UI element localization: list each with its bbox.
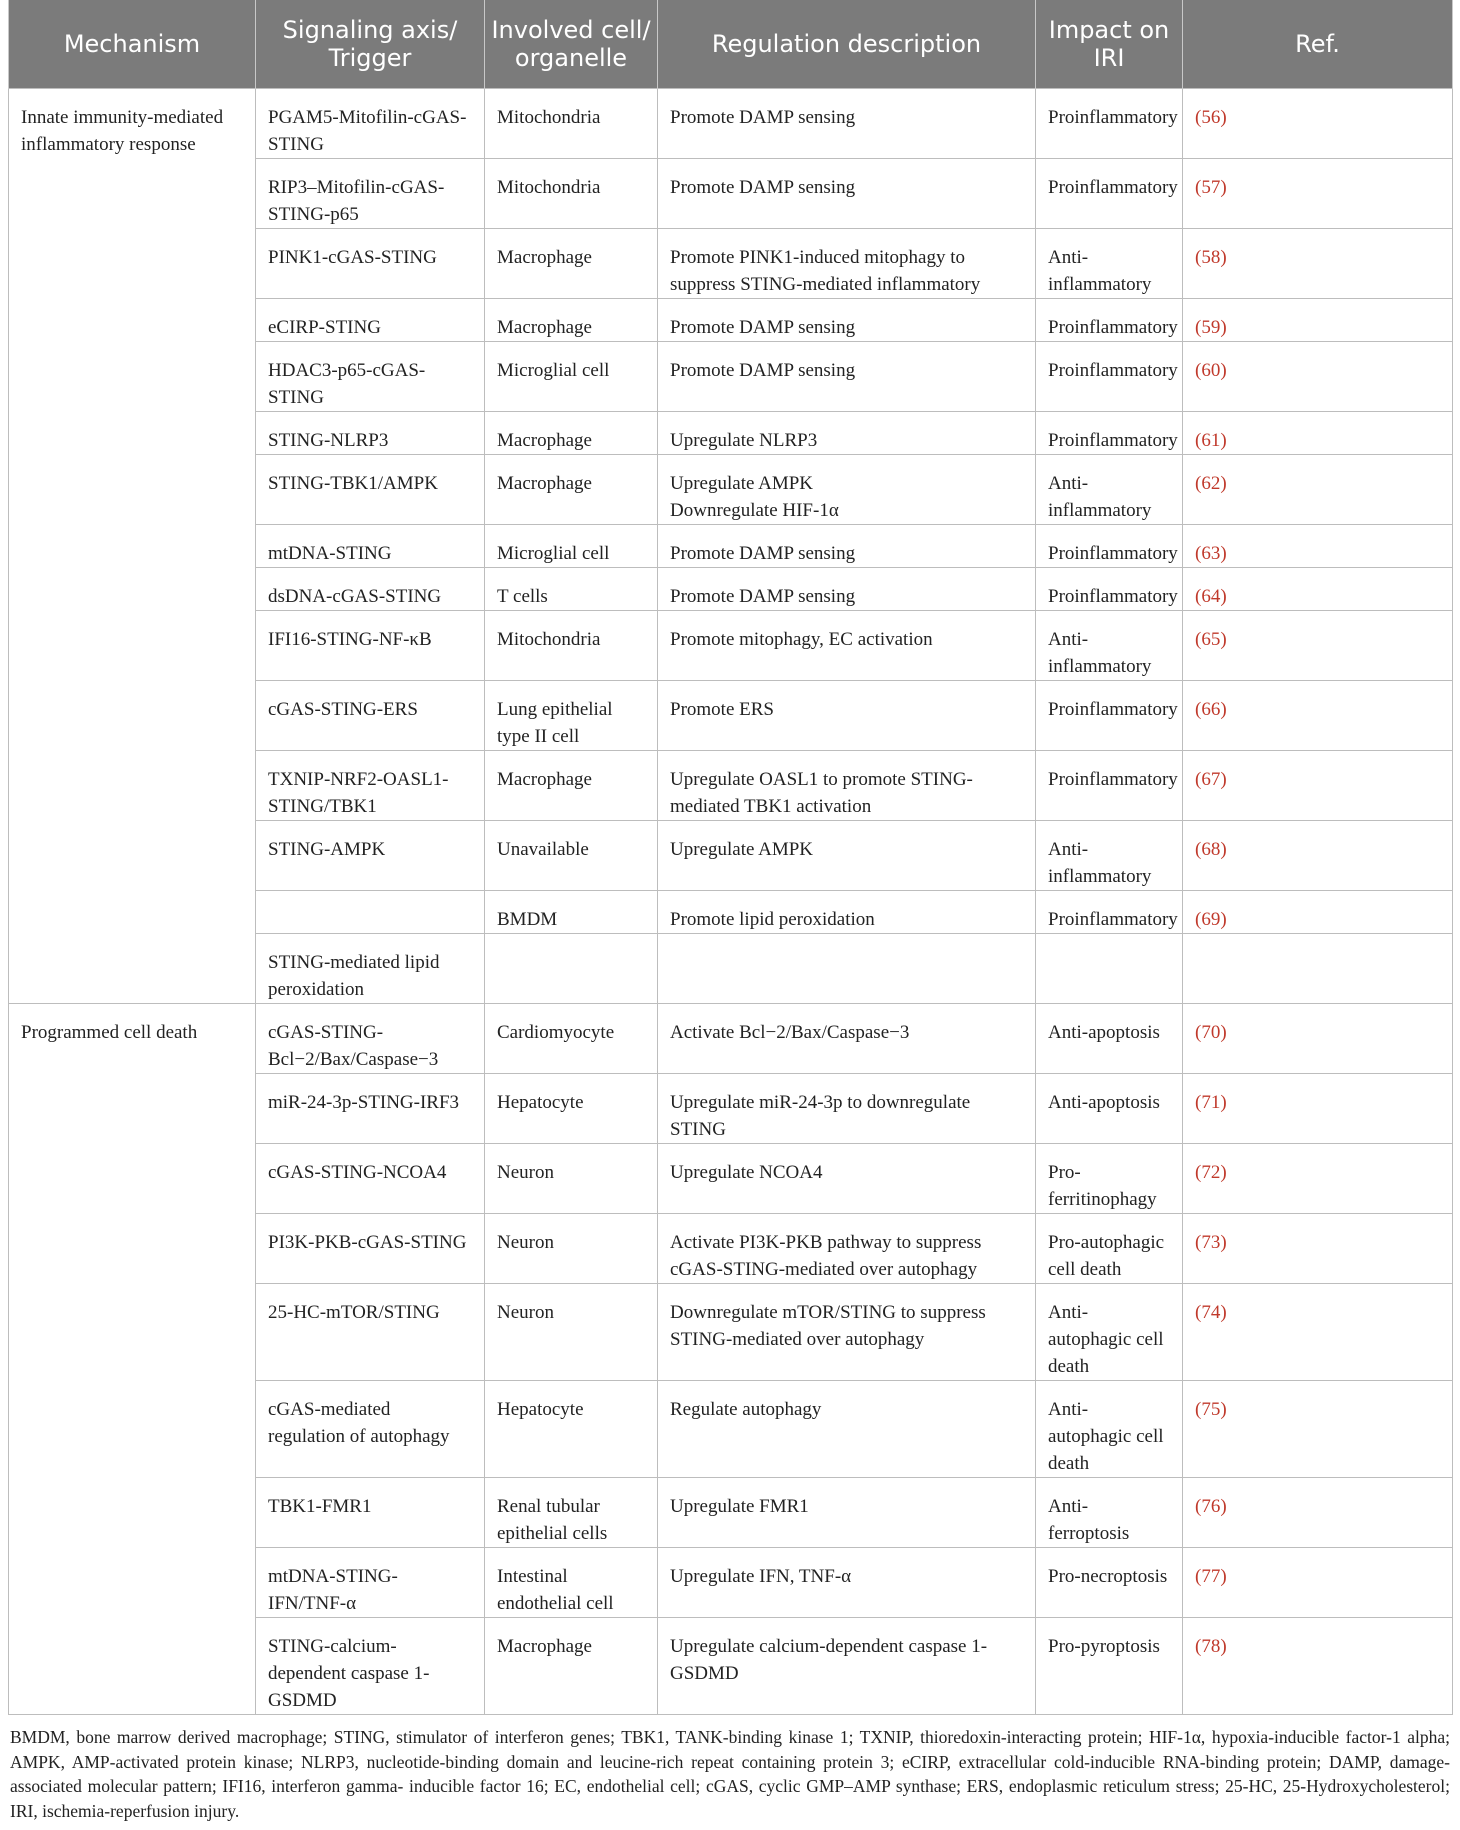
mechanism-cell-continued <box>9 821 256 891</box>
involved-cell-cell: Neuron <box>485 1144 658 1214</box>
involved-cell-cell: Neuron <box>485 1284 658 1381</box>
involved-cell-cell: Mitochondria <box>485 159 658 229</box>
signaling-axis-cell: TXNIP-NRF2-OASL1-STING/TBK1 <box>256 751 485 821</box>
involved-cell-cell: Cardiomyocyte <box>485 1004 658 1074</box>
reference-link[interactable]: (67) <box>1195 769 1227 790</box>
involved-cell-cell: Hepatocyte <box>485 1381 658 1478</box>
mechanism-cell-continued <box>9 455 256 525</box>
reference-link[interactable]: (70) <box>1195 1022 1227 1043</box>
ref-cell <box>1183 1284 1453 1381</box>
regulation-text: Upregulate OASL1 to promote STING-mediated TBK1 activation <box>670 769 973 817</box>
reference-link[interactable]: (66) <box>1195 699 1227 720</box>
ref-cell <box>1183 934 1453 1004</box>
table-body <box>9 89 1453 1715</box>
signaling-axis-cell: cGAS-STING-Bcl−2/Bax/Caspase−3 <box>256 1004 485 1074</box>
ref-cell <box>1183 299 1453 342</box>
header-row <box>9 0 1453 89</box>
reference-link[interactable]: (58) <box>1195 247 1227 268</box>
regulation-text: Promote DAMP sensing <box>670 360 856 381</box>
regulation-cell <box>658 342 1036 412</box>
mechanism-cell-continued <box>9 891 256 934</box>
ref-cell <box>1183 412 1453 455</box>
regulation-text: Upregulate NLRP3 <box>670 430 818 451</box>
signaling-axis-cell: PINK1-cGAS-STING <box>256 229 485 299</box>
mechanism-cell-continued <box>9 681 256 751</box>
reference-link[interactable]: (75) <box>1195 1399 1227 1420</box>
ref-cell <box>1183 159 1453 229</box>
regulation-text: Upregulate IFN, TNF-α <box>670 1566 852 1587</box>
signaling-axis-cell: miR-24-3p-STING-IRF3 <box>256 1074 485 1144</box>
impact-cell: Pro-autophagic cell death <box>1036 1214 1183 1284</box>
signaling-axis-cell: IFI16-STING-NF-κB <box>256 611 485 681</box>
reference-link[interactable]: (60) <box>1195 360 1227 381</box>
regulation-text: Upregulate AMPK <box>670 839 814 860</box>
signaling-axis-cell: cGAS-STING-ERS <box>256 681 485 751</box>
table-row <box>9 342 1453 412</box>
involved-cell-cell: Microglial cell <box>485 342 658 412</box>
mechanism-cell-continued <box>9 1478 256 1548</box>
impact-cell: Proinflammatory <box>1036 891 1183 934</box>
regulation-cell <box>658 751 1036 821</box>
mechanism-cell-continued <box>9 342 256 412</box>
involved-cell-cell: Macrophage <box>485 412 658 455</box>
table-row <box>9 1618 1453 1715</box>
ref-cell <box>1183 1004 1453 1074</box>
table-row <box>9 1144 1453 1214</box>
regulation-cell <box>658 1214 1036 1284</box>
table-row <box>9 89 1453 159</box>
regulation-cell <box>658 1478 1036 1548</box>
regulation-text: Promote DAMP sensing <box>670 586 856 607</box>
abbreviations-footnote: BMDM, bone marrow derived macrophage; STING, stimulator of interferon genes; TBK1, TANK-binding kinase 1; TXNIP, thioredoxin-interacting protein; HIF-1α, hypoxia-inducible factor-1 alpha; AMPK, AMP-activated protein kinase; NLRP3, nucleotide-binding domain and leucine-rich repeat containing protein 3; eCIRP, extracellular cold-inducible RNA-binding protein; DAMP, damage-associated molecular pattern; IFI16, interferon gamma- inducible factor 16; EC, endothelial cell; cGAS, cyclic GMP–AMP synthase; ERS, endoplasmic reticulum stress; 25-HC, 25-Hydroxycholesterol; IRI, ischemia-reperfusion injury. <box>10 1727 1450 1821</box>
table-container <box>8 0 1452 1823</box>
reference-link[interactable]: (71) <box>1195 1092 1227 1113</box>
impact-cell: Anti-apoptosis <box>1036 1004 1183 1074</box>
regulation-text: Upregulate FMR1 <box>670 1496 809 1517</box>
mechanism-cell-continued <box>9 1074 256 1144</box>
ref-cell <box>1183 455 1453 525</box>
ref-cell <box>1183 1214 1453 1284</box>
table-row <box>9 1074 1453 1144</box>
mechanism-cell-continued <box>9 751 256 821</box>
table-row <box>9 1381 1453 1478</box>
reference-link[interactable]: (78) <box>1195 1636 1227 1657</box>
table-row <box>9 525 1453 568</box>
reference-link[interactable]: (61) <box>1195 430 1227 451</box>
impact-cell: Anti-inflammatory <box>1036 229 1183 299</box>
table-row <box>9 751 1453 821</box>
involved-cell-cell: Renal tubular epithelial cells <box>485 1478 658 1548</box>
impact-cell: Pro-pyroptosis <box>1036 1618 1183 1715</box>
table-row <box>9 229 1453 299</box>
signaling-axis-cell: mtDNA-STING <box>256 525 485 568</box>
impact-cell: Proinflammatory <box>1036 89 1183 159</box>
ref-cell <box>1183 1618 1453 1715</box>
regulation-text: Promote DAMP sensing <box>670 177 856 198</box>
regulation-cell <box>658 1074 1036 1144</box>
impact-cell: Anti-ferroptosis <box>1036 1478 1183 1548</box>
reference-link[interactable]: (64) <box>1195 586 1227 607</box>
impact-cell: Proinflammatory <box>1036 159 1183 229</box>
ref-cell <box>1183 611 1453 681</box>
involved-cell-cell: Neuron <box>485 1214 658 1284</box>
ref-cell <box>1183 821 1453 891</box>
involved-cell-cell: Lung epithelial type II cell <box>485 681 658 751</box>
involved-cell-cell: Intestinal endothelial cell <box>485 1548 658 1618</box>
regulation-text: Promote DAMP sensing <box>670 317 856 338</box>
mechanism-cell-continued <box>9 1214 256 1284</box>
mechanism-cell-continued <box>9 611 256 681</box>
table-row <box>9 1214 1453 1284</box>
ref-cell <box>1183 891 1453 934</box>
signaling-axis-cell: cGAS-mediated regulation of autophagy <box>256 1381 485 1478</box>
regulation-cell <box>658 89 1036 159</box>
mechanism-cell-continued <box>9 1618 256 1715</box>
involved-cell-cell: Hepatocyte <box>485 1074 658 1144</box>
table-row <box>9 611 1453 681</box>
impact-cell: Anti-inflammatory <box>1036 821 1183 891</box>
involved-cell-cell: Mitochondria <box>485 89 658 159</box>
signaling-axis-cell: cGAS-STING-NCOA4 <box>256 1144 485 1214</box>
table-row <box>9 681 1453 751</box>
regulation-text: Regulate autophagy <box>670 1399 822 1420</box>
signaling-axis-cell: STING-AMPK <box>256 821 485 891</box>
signaling-axis-cell: STING-calcium-dependent caspase 1-GSDMD <box>256 1618 485 1715</box>
impact-cell: Proinflammatory <box>1036 681 1183 751</box>
signaling-axis-cell: eCIRP-STING <box>256 299 485 342</box>
signaling-axis-cell: RIP3–Mitofilin-cGAS-STING-p65 <box>256 159 485 229</box>
regulation-cell <box>658 681 1036 751</box>
impact-cell: Proinflammatory <box>1036 342 1183 412</box>
involved-cell-cell: Macrophage <box>485 299 658 342</box>
reference-link[interactable]: (57) <box>1195 177 1227 198</box>
table-row <box>9 159 1453 229</box>
header-impact: Impact on IRI <box>1036 0 1183 89</box>
reference-link[interactable]: (73) <box>1195 1232 1227 1253</box>
table-row <box>9 568 1453 611</box>
regulation-text: Activate Bcl−2/Bax/Caspase−3 <box>670 1022 910 1043</box>
involved-cell-cell: Macrophage <box>485 1618 658 1715</box>
regulation-cell <box>658 412 1036 455</box>
regulation-cell <box>658 1381 1036 1478</box>
header-involved-cell: Involved cell/ organelle <box>485 0 658 89</box>
table-row <box>9 1548 1453 1618</box>
regulation-text-second-line: Downregulate HIF-1α <box>670 500 839 521</box>
regulation-cell <box>658 1548 1036 1618</box>
reference-link[interactable]: (72) <box>1195 1162 1227 1183</box>
reference-link[interactable]: (59) <box>1195 317 1227 338</box>
regulation-text: Promote mitophagy, EC activation <box>670 629 933 650</box>
ref-cell <box>1183 229 1453 299</box>
ref-cell <box>1183 342 1453 412</box>
regulation-cell <box>658 455 1036 525</box>
regulation-cell <box>658 159 1036 229</box>
table-row <box>9 1478 1453 1548</box>
signaling-axis-cell: PI3K-PKB-cGAS-STING <box>256 1214 485 1284</box>
regulation-text: Promote lipid peroxidation <box>670 909 875 930</box>
mechanism-innate-immunity: Innate immunity-mediated inflammatory response <box>9 89 256 159</box>
regulation-cell <box>658 568 1036 611</box>
involved-cell-cell: Macrophage <box>485 455 658 525</box>
impact-cell: Anti-inflammatory <box>1036 611 1183 681</box>
regulation-cell <box>658 891 1036 934</box>
signaling-axis-cell: PGAM5-Mitofilin-cGAS-STING <box>256 89 485 159</box>
impact-cell: Anti-autophagic cell death <box>1036 1284 1183 1381</box>
involved-cell-cell: Macrophage <box>485 751 658 821</box>
table-row <box>9 934 1453 1004</box>
ref-cell <box>1183 681 1453 751</box>
involved-cell-cell: Unavailable <box>485 821 658 891</box>
signaling-axis-cell: 25-HC-mTOR/STING <box>256 1284 485 1381</box>
impact-cell: Anti-inflammatory <box>1036 455 1183 525</box>
mechanism-cell-continued <box>9 1381 256 1478</box>
involved-cell-cell: Macrophage <box>485 229 658 299</box>
mechanism-cell-continued <box>9 1548 256 1618</box>
involved-cell-cell: Microglial cell <box>485 525 658 568</box>
header-signaling-axis: Signaling axis/ Trigger <box>256 0 485 89</box>
impact-cell: Pro-ferritinophagy <box>1036 1144 1183 1214</box>
involved-cell-cell: T cells <box>485 568 658 611</box>
table-row <box>9 299 1453 342</box>
reference-link[interactable]: (62) <box>1195 473 1227 494</box>
ref-cell <box>1183 568 1453 611</box>
regulation-text: Promote DAMP sensing <box>670 543 856 564</box>
regulation-text: Promote PINK1-induced mitophagy to suppress STING-mediated inflammatory <box>670 247 981 295</box>
involved-cell-cell: Mitochondria <box>485 611 658 681</box>
regulation-text: Upregulate calcium-dependent caspase 1-GSDMD <box>670 1636 988 1684</box>
reference-link[interactable]: (69) <box>1195 909 1227 930</box>
signaling-axis-cell <box>256 891 485 934</box>
header-regulation: Regulation description <box>658 0 1036 89</box>
mechanism-cell-continued <box>9 525 256 568</box>
signaling-axis-cell: STING-mediated lipid peroxidation <box>256 934 485 1004</box>
impact-cell: Proinflammatory <box>1036 412 1183 455</box>
reference-link[interactable]: (77) <box>1195 1566 1227 1587</box>
regulation-cell <box>658 1004 1036 1074</box>
mechanism-table <box>8 0 1453 1715</box>
ref-cell <box>1183 1074 1453 1144</box>
table-row <box>9 1004 1453 1074</box>
mechanism-cell-continued <box>9 1284 256 1381</box>
regulation-cell <box>658 229 1036 299</box>
regulation-cell <box>658 1284 1036 1381</box>
signaling-axis-cell: mtDNA-STING-IFN/TNF-α <box>256 1548 485 1618</box>
reference-link[interactable]: (63) <box>1195 543 1227 564</box>
impact-cell: Proinflammatory <box>1036 299 1183 342</box>
ref-cell <box>1183 1144 1453 1214</box>
impact-cell: Pro-necroptosis <box>1036 1548 1183 1618</box>
regulation-text: Promote DAMP sensing <box>670 107 856 128</box>
table-row <box>9 821 1453 891</box>
header-ref: Ref. <box>1183 0 1453 89</box>
ref-cell <box>1183 525 1453 568</box>
ref-cell <box>1183 751 1453 821</box>
impact-cell: Anti-autophagic cell death <box>1036 1381 1183 1478</box>
signaling-axis-cell: STING-NLRP3 <box>256 412 485 455</box>
involved-cell-cell <box>485 934 658 1004</box>
reference-link[interactable]: (74) <box>1195 1302 1227 1323</box>
impact-cell: Proinflammatory <box>1036 525 1183 568</box>
regulation-text: Upregulate AMPK <box>670 473 814 494</box>
involved-cell-cell: BMDM <box>485 891 658 934</box>
regulation-cell <box>658 1144 1036 1214</box>
signaling-axis-cell: dsDNA-cGAS-STING <box>256 568 485 611</box>
impact-cell: Proinflammatory <box>1036 568 1183 611</box>
regulation-cell <box>658 1618 1036 1715</box>
regulation-cell <box>658 611 1036 681</box>
regulation-text: Downregulate mTOR/STING to suppress STING-mediated over autophagy <box>670 1302 986 1350</box>
reference-link[interactable]: (76) <box>1195 1496 1227 1517</box>
regulation-cell <box>658 934 1036 1004</box>
impact-cell <box>1036 934 1183 1004</box>
regulation-cell <box>658 299 1036 342</box>
ref-cell <box>1183 89 1453 159</box>
reference-link[interactable]: (65) <box>1195 629 1227 650</box>
table-row <box>9 1284 1453 1381</box>
regulation-cell <box>658 525 1036 568</box>
impact-cell: Anti-apoptosis <box>1036 1074 1183 1144</box>
regulation-text: Activate PI3K-PKB pathway to suppress cGAS-STING-mediated over autophagy <box>670 1232 982 1280</box>
mechanism-cell-continued <box>9 299 256 342</box>
mechanism-programmed-cell-death: Programmed cell death <box>9 1004 256 1074</box>
ref-cell <box>1183 1548 1453 1618</box>
mechanism-cell-continued <box>9 934 256 1004</box>
regulation-text: Upregulate miR-24-3p to downregulate STING <box>670 1092 971 1140</box>
signaling-axis-cell: TBK1-FMR1 <box>256 1478 485 1548</box>
mechanism-cell-continued <box>9 1144 256 1214</box>
mechanism-cell-continued <box>9 229 256 299</box>
regulation-text: Upregulate NCOA4 <box>670 1162 823 1183</box>
table-row <box>9 455 1453 525</box>
header-mechanism: Mechanism <box>9 0 256 89</box>
impact-cell: Proinflammatory <box>1036 751 1183 821</box>
mechanism-cell-continued <box>9 412 256 455</box>
regulation-text: Promote ERS <box>670 699 774 720</box>
signaling-axis-cell: HDAC3-p65-cGAS-STING <box>256 342 485 412</box>
signaling-axis-cell: STING-TBK1/AMPK <box>256 455 485 525</box>
ref-cell <box>1183 1478 1453 1548</box>
regulation-cell <box>658 821 1036 891</box>
reference-link[interactable]: (56) <box>1195 107 1227 128</box>
table-row <box>9 891 1453 934</box>
mechanism-cell-continued <box>9 159 256 229</box>
ref-cell <box>1183 1381 1453 1478</box>
table-row <box>9 412 1453 455</box>
reference-link[interactable]: (68) <box>1195 839 1227 860</box>
mechanism-cell-continued <box>9 568 256 611</box>
